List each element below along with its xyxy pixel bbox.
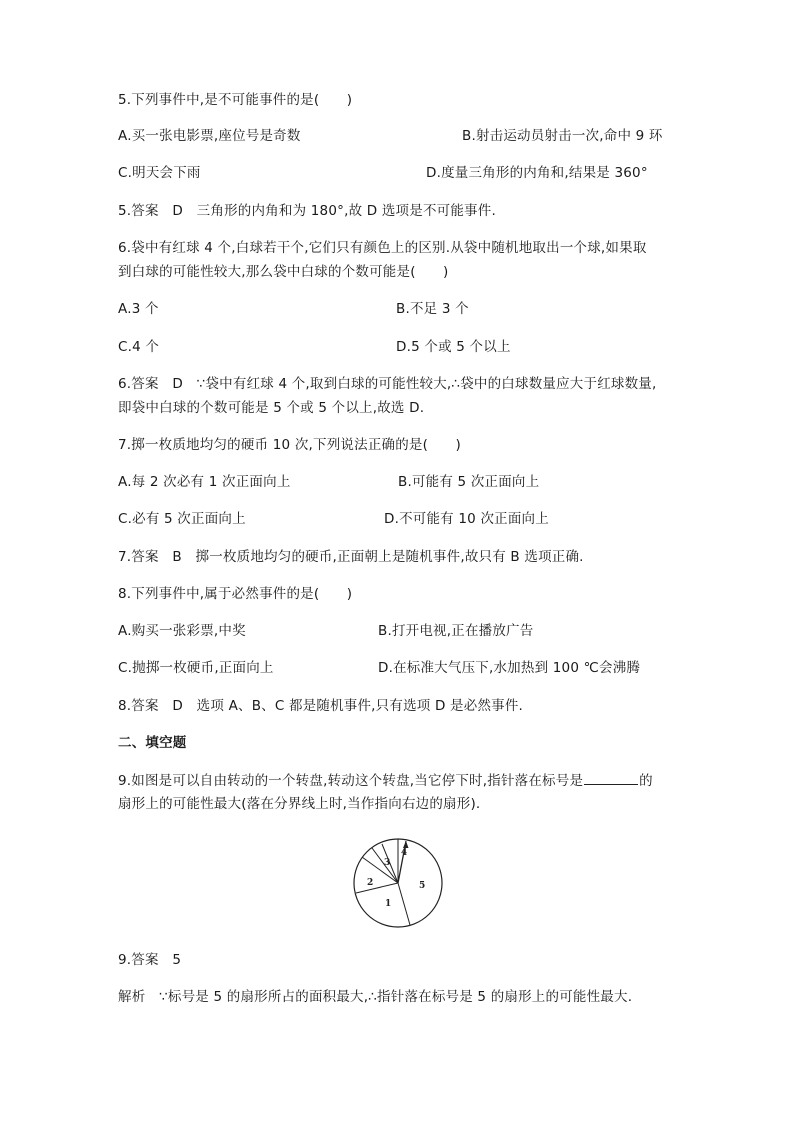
q9-answer: 9.答案 5 [118,952,182,968]
q6-stem-line2: 到白球的可能性较大,那么袋中白球的个数可能是( ) [118,264,449,280]
q6-option-d: D.5 个或 5 个以上 [396,339,511,355]
q8-stem: 8.下列事件中,属于必然事件的是( ) [118,586,353,602]
q8-option-a: A.购买一张彩票,中奖 [118,623,246,639]
q8-option-c: C.抛掷一枚硬币,正面向上 [118,660,274,676]
answer-blank[interactable] [584,770,638,785]
q9-stem-before-blank: 9.如图是可以自由转动的一个转盘,转动这个转盘,当它停下时,指针落在标号是 [118,773,584,789]
q7-answer: 7.答案 B 掷一枚质地均匀的硬币,正面朝上是随机事件,故只有 B 选项正确. [118,549,584,565]
q5-option-b: B.射击运动员射击一次,命中 9 环 [462,128,663,144]
q7-option-a: A.每 2 次必有 1 次正面向上 [118,474,291,490]
spinner-diagram [348,837,448,937]
q9-stem-line2: 扇形上的可能性最大(落在分界线上时,当作指向右边的扇形). [118,796,481,812]
sector-label-3: 3 [384,858,391,868]
q6-answer-line1: 6.答案 D ∵袋中有红球 4 个,取到白球的可能性较大,∴袋中的白球数量应大于红球数量, [118,376,657,392]
q6-option-c: C.4 个 [118,339,160,355]
section-heading: 二、填空题 [118,735,187,751]
q9-stem-after-blank: 的 [639,773,653,789]
q8-option-d: D.在标准大气压下,水加热到 100 ℃会沸腾 [378,660,641,676]
q6-option-b: B.不足 3 个 [396,301,469,317]
q9-analysis: 解析 ∵标号是 5 的扇形所占的面积最大,∴指针落在标号是 5 的扇形上的可能性最大. [118,989,633,1005]
q6-stem-line1: 6.袋中有红球 4 个,白球若干个,它们只有颜色上的区别.从袋中随机地取出一个球,如果取 [118,240,647,256]
q8-answer: 8.答案 D 选项 A、B、C 都是随机事件,只有选项 D 是必然事件. [118,698,524,714]
q6-answer-line2: 即袋中白球的个数可能是 5 个或 5 个以上,故选 D. [118,400,425,416]
q5-answer: 5.答案 D 三角形的内角和为 180°,故 D 选项是不可能事件. [118,203,496,219]
q8-option-b: B.打开电视,正在播放广告 [378,623,534,639]
q5-option-d: D.度量三角形的内角和,结果是 360° [426,165,648,181]
q7-option-b: B.可能有 5 次正面向上 [398,474,540,490]
q9-stem-line1 [118,770,653,791]
q5-stem: 5.下列事件中,是不可能事件的是( ) [118,92,353,108]
q5-option-a: A.买一张电影票,座位号是奇数 [118,128,301,144]
sector-label-2: 2 [367,878,374,888]
sector-label-1: 1 [385,899,392,909]
q7-option-d: D.不可能有 10 次正面向上 [384,511,549,527]
sector-label-4: 4 [401,848,408,858]
sector-label-5: 5 [419,881,426,891]
q7-option-c: C.必有 5 次正面向上 [118,511,246,527]
q7-stem: 7.掷一枚质地均匀的硬币 10 次,下列说法正确的是( ) [118,437,461,453]
q6-option-a: A.3 个 [118,301,159,317]
q5-option-c: C.明天会下雨 [118,165,201,181]
